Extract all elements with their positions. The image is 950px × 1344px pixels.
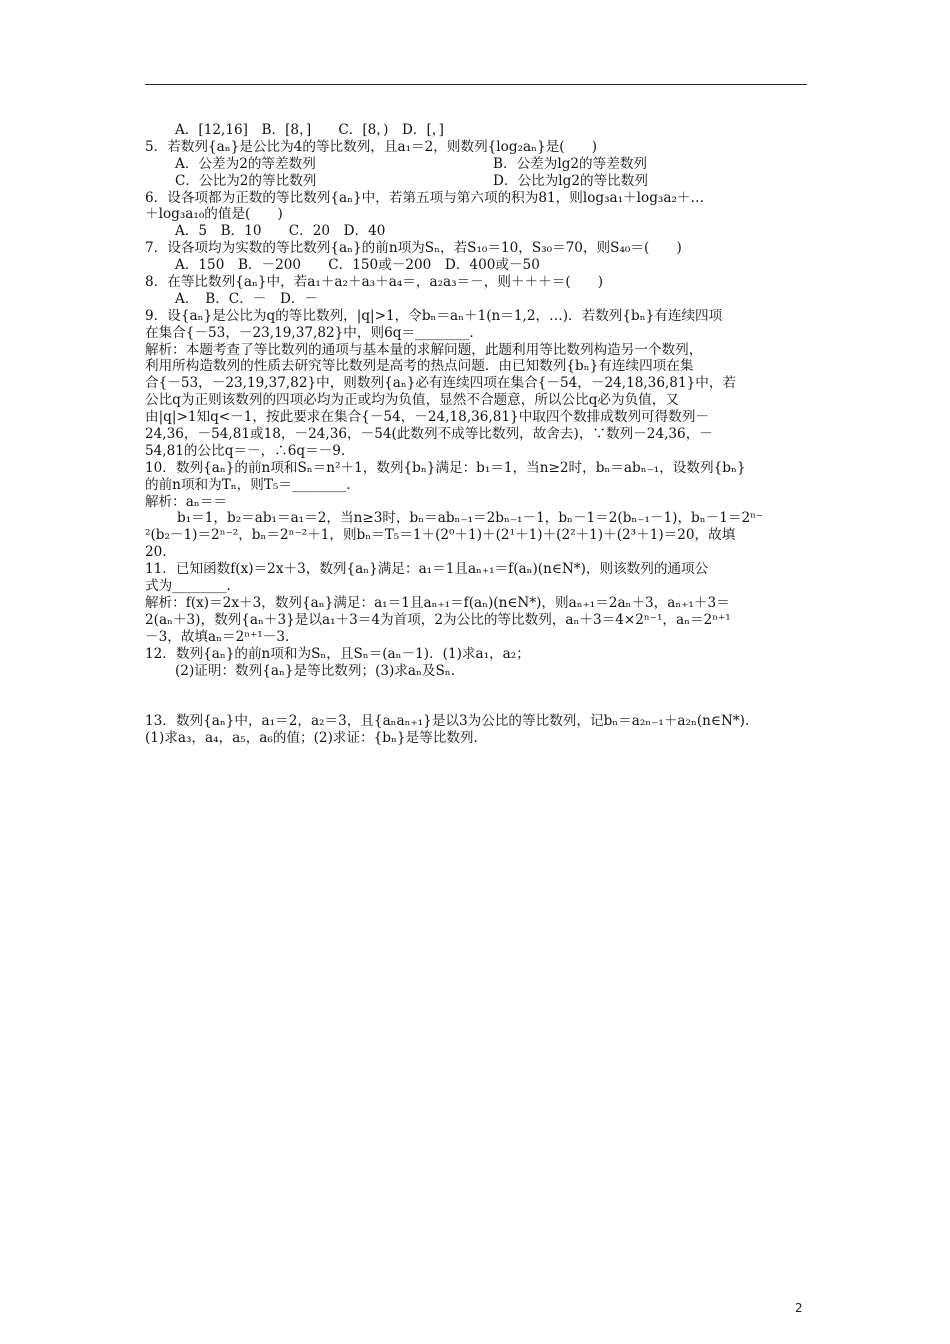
- q9-solution-line6: 24,36，－54,81或18，－24,36，－54(此数列不成等比数列，故舍去)，∵数列－24,36，－: [145, 426, 713, 443]
- q13-stem-line2: (1)求a₃，a₄，a₅，a₆的值；(2)求证：{bₙ}是等比数列．: [145, 730, 488, 747]
- page-number: 2: [795, 1301, 803, 1315]
- q10-solution-line1: 解析：aₙ＝＝: [145, 493, 227, 510]
- q11-stem-line2: 式为________．: [145, 578, 241, 595]
- q9-solution-line4: 公比q为正则该数列的四项必均为正或均为负值，显然不合题意，所以公比q必为负值，又: [145, 392, 679, 409]
- blank-space: [145, 679, 815, 713]
- q5-option-c: C．公比为2的等比数列: [175, 172, 317, 189]
- q5-options-row2: [145, 173, 815, 190]
- q11-solution-line3: －3，故填aₙ＝2ⁿ⁺¹－3.: [145, 628, 290, 645]
- q7-stem: 7．设各项均为实数的等比数列{aₙ}的前n项为Sₙ，若S₁₀＝10，S₃₀＝70，则S₄₀＝( ): [145, 240, 682, 257]
- header-rule: [145, 84, 807, 85]
- q13-stem-line1: 13．数列{aₙ}中，a₁＝2，a₂＝3，且{aₙaₙ₊₁}是以3为公比的等比数列，记bₙ＝a₂ₙ₋₁＋a₂ₙ(n∈N*)．: [145, 713, 759, 730]
- q9-solution-line2: 利用所构造数列的性质去研究等比数列是高考的热点问题．由已知数列{bₙ}有连续四项在集: [145, 358, 694, 375]
- q11-solution-line1: 解析：f(x)＝2x＋3，数列{aₙ}满足：a₁＝1且aₙ₊₁＝f(aₙ)(n∈N*)，则aₙ₊₁＝2aₙ＋3，aₙ₊₁＋3＝: [145, 594, 730, 611]
- q5-options-row1: [145, 156, 815, 173]
- q7-options: A．150 B．－200 C．150或－200 D．400或－50: [175, 257, 540, 274]
- q9-stem-line1: 9．设{aₙ}是公比为q的等比数列，|q|>1，令bₙ＝aₙ＋1(n＝1,2，…)．若数列{bₙ}有连续四项: [145, 307, 723, 324]
- q6-stem-line2: ＋log₃a₁₀的值是( ): [145, 206, 283, 223]
- q11-solution-line2: 2(aₙ＋3)，数列{aₙ＋3}是以a₁＋3＝4为首项，2为公比的等比数列，aₙ＋3＝4×2ⁿ⁻¹，aₙ＝2ⁿ⁺¹: [145, 611, 731, 628]
- page-body: [145, 122, 815, 747]
- q10-stem-line2: 的前n项和为Tₙ，则T₅＝________．: [145, 476, 360, 493]
- q5-option-d: D．公比为lg2的等比数列: [493, 172, 648, 189]
- q9-solution-line5: 由|q|>1知q<－1，按此要求在集合{－54，－24,18,36,81}中取四个数排成数列可得数列－: [145, 409, 710, 426]
- q5-option-a: A．公差为2的等差数列: [175, 155, 316, 172]
- q10-solution-line4: 20.: [145, 544, 167, 561]
- q5-option-b: B．公差为lg2的等差数列: [493, 155, 648, 172]
- q9-solution-line7: 54,81的公比q＝－，∴6q＝－9.: [145, 442, 346, 459]
- q9-solution-line3: 合{－53，－23,19,37,82}中，则数列{aₙ}必有连续四项在集合{－54，－24,18,36,81}中，若: [145, 375, 737, 392]
- q10-solution-line2: b₁＝1，b₂＝ab₁＝a₁＝2，当n≥3时，bₙ＝abₙ₋₁＝2bₙ₋₁－1，bₙ－1＝2(bₙ₋₁－1)，bₙ－1＝2ⁿ⁻: [177, 510, 764, 527]
- q8-options: A． B．C．－ D．－: [175, 290, 319, 307]
- q9-stem-line2: 在集合{－53，－23,19,37,82}中，则6q＝________．: [145, 324, 484, 341]
- q4-options: A．[12,16] B．[8，] C．[8，) D．[，]: [175, 122, 444, 138]
- q5-stem: 5．若数列{aₙ}是公比为4的等比数列，且a₁＝2，则数列{log₂aₙ}是( ): [145, 138, 598, 155]
- q8-stem: 8．在等比数列{aₙ}中，若a₁＋a₂＋a₃＋a₄＝，a₂a₃＝－，则＋＋＋＝( ): [145, 274, 604, 291]
- q6-stem-line1: 6．设各项都为正数的等比数列{aₙ}中，若第五项与第六项的积为81，则log₃a₁＋log₃a₂＋…: [145, 189, 705, 206]
- q12-stem-line2: (2)证明：数列{aₙ}是等比数列；(3)求aₙ及Sₙ.: [175, 662, 456, 679]
- q10-solution-line3: ²(b₂－1)＝2ⁿ⁻²，bₙ＝2ⁿ⁻²＋1，则bₙ＝T₅＝1＋(2⁰＋1)＋(2¹＋1)＋(2²＋1)＋(2³＋1)＝20，故填: [145, 527, 736, 544]
- q9-solution-line1: 解析：本题考查了等比数列的通项与基本量的求解问题，此题利用等比数列构造另一个数列，: [145, 341, 703, 358]
- q11-stem-line1: 11．已知函数f(x)＝2x＋3，数列{aₙ}满足：a₁＝1且aₙ₊₁＝f(aₙ)(n∈N*)，则该数列的通项公: [145, 561, 709, 578]
- q6-options: A．5 B．10 C．20 D．40: [175, 223, 386, 240]
- q12-stem-line1: 12．数列{aₙ}的前n项和为Sₙ，且Sₙ＝(aₙ－1)．(1)求a₁，a₂；: [145, 645, 530, 662]
- q10-stem-line1: 10．数列{aₙ}的前n项和Sₙ＝n²＋1，数列{bₙ}满足：b₁＝1，当n≥2时，bₙ＝abₙ₋₁，设数列{bₙ}: [145, 459, 746, 476]
